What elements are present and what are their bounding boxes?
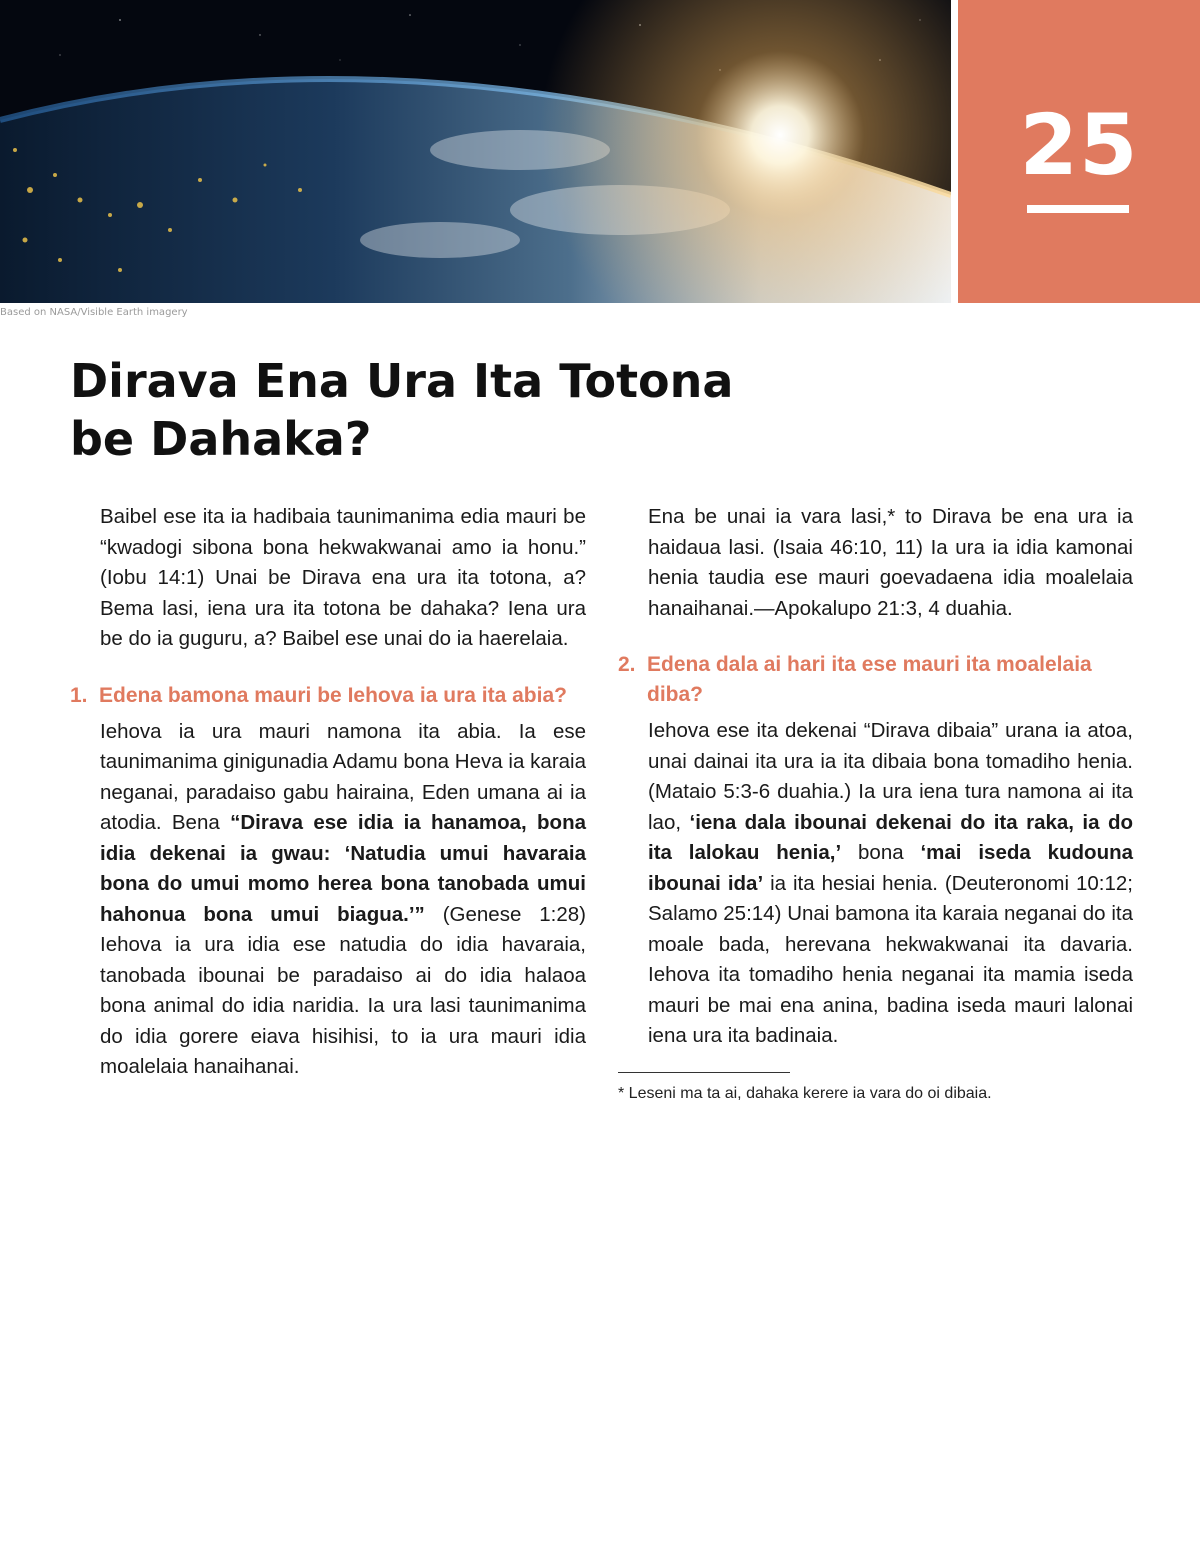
section-1-text-b: (Genese 1:28) Iehova ia ura idia ese natudia do idia havaraia, tanobada ibounai be paradaiso ai do idia halaoa bona animal do idia naridia. Ia ura lasi taunimanima do idia gorere eiava hisihisi, to ia ura mauri idia moalelaia hanaihanai. xyxy=(100,902,586,1078)
section-1-paragraph xyxy=(70,717,586,1083)
question-1 xyxy=(70,681,586,711)
section-2-text-b: bona xyxy=(841,841,921,864)
section-2-paragraph xyxy=(618,716,1133,1052)
right-intro-paragraph: Ena be unai ia vara lasi,* to Dirava be ena ura ia haidaua lasi. (Isaia 46:10, 11) Ia ura ia idia kamonai henia taudia ese mauri goevadaena idia moalelaia hanaihanai.—Apokalupo 21:3, 4 duahia. xyxy=(648,505,1133,620)
footnote-divider xyxy=(618,1072,790,1073)
section-2-text-c: ia ita hesiai henia. (Deuteronomi 10:12; Salamo 25:14) Unai bamona ita karaia neganai do ita moale bada, herevana hekwakwanai ita davaria. Iehova ita tomadiho henia neganai ita mamia iseda mauri be mai ena anina, badina iseda mauri lalonai iena ura ita badinaia. xyxy=(648,871,1133,1047)
section-1-text-a: Iehova ia ura mauri namona ita abia. Ia ese taunimanima ginigunadia Adamu bona Heva ia karaia neganai, paradaiso gabu hairaina, Eden umana ai ia atodia. Bena xyxy=(100,719,586,834)
image-credit: Based on NASA/Visible Earth imagery xyxy=(0,307,188,318)
question-2-number: 2. xyxy=(618,653,636,676)
intro-paragraph: Baibel ese ita ia hadibaia taunimanima edia mauri be “kwadogi sibona bona hekwakwanai amo ia honu.” (Iobu 14:1) Unai be Dirava ena ura ita totona, a? Bema lasi, iena ura ita totona be dahaka? Iena ura be do ia guguru, a? Baibel ese unai do ia haerelaia. xyxy=(100,505,586,650)
left-column xyxy=(70,502,586,1083)
lesson-number: 25 xyxy=(1019,96,1139,194)
question-2-text: Edena dala ai hari ita ese mauri ita moalelaia diba? xyxy=(647,653,1092,706)
lesson-number-underline xyxy=(1027,205,1129,213)
right-column xyxy=(618,502,1133,1105)
earth-illustration xyxy=(0,0,951,303)
lesson-number-box xyxy=(958,0,1200,303)
question-2 xyxy=(618,650,1133,710)
earth-from-space-image xyxy=(0,0,951,303)
section-2-bold-b: ‘mai iseda kudouna ibounai ida’ xyxy=(648,841,1134,895)
footnote: * Leseni ma ta ai, dahaka kerere ia vara do oi dibaia. xyxy=(618,1084,992,1102)
section-2-text-a: Iehova ese ita dekenai “Dirava dibaia” urana ia atoa, unai dainai ita ura ia ita dibaia bona tomadiho henia. (Mataio 5:3-6 duahia.) Ia ura iena tura namona ai ita lao, xyxy=(648,719,1133,834)
question-1-number: 1. xyxy=(70,683,88,707)
title-line-2: be Dahaka? xyxy=(70,412,372,466)
section-1-bold-quote: “Dirava ese idia ia hanamoa, bona idia dekenai ia gwau: ‘Natudia umui havaraia bona do umui momo herea bona tanobada umui hahonua bona umui biagua.’” xyxy=(100,811,586,926)
question-1-text: Edena bamona mauri be Iehova ia ura ita abia? xyxy=(99,683,567,707)
page-title xyxy=(70,352,770,468)
section-2-bold-a: ‘iena dala ibounai dekenai do ita raka, ia do ita lalokau henia,’ xyxy=(648,810,1133,864)
title-line-1: Dirava Ena Ura Ita Totona xyxy=(70,354,734,408)
